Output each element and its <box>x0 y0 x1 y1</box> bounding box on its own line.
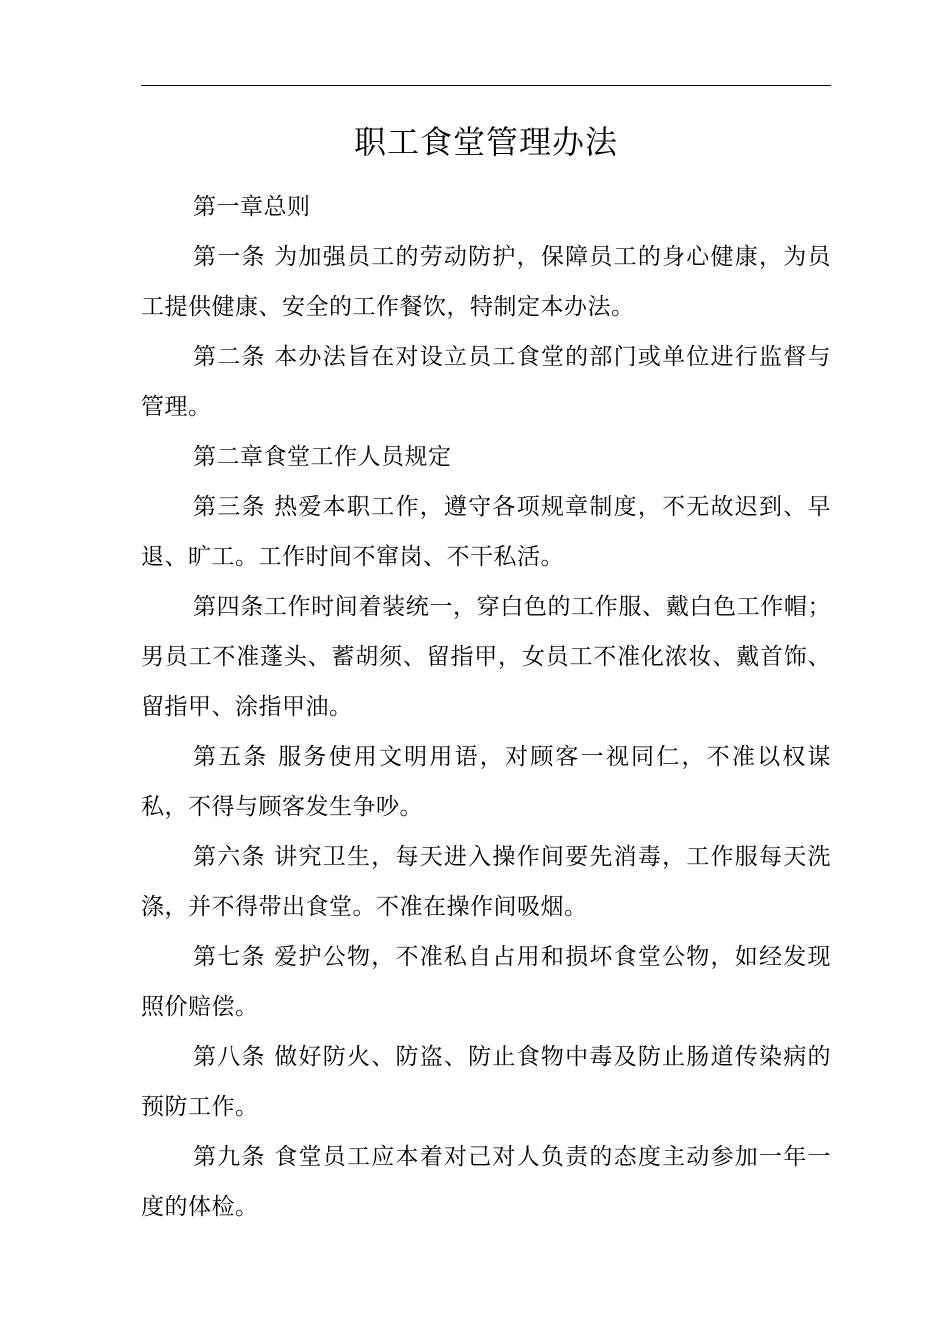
article-5: 第五条 服务使用文明用语，对顾客一视同仁，不准以权谋私，不得与顾客发生争吵。 <box>141 744 831 820</box>
article-6: 第六条 讲究卫生，每天进入操作间要先消毒，工作服每天洗涤，并不得带出食堂。不准在操作间吸烟。 <box>141 844 831 920</box>
article-9: 第九条 食堂员工应本着对己对人负责的态度主动参加一年一度的体检。 <box>141 1144 831 1220</box>
chapter-heading-1: 第一章总则 <box>193 194 311 220</box>
article-2: 第二条 本办法旨在对设立员工食堂的部门或单位进行监督与管理。 <box>141 344 831 420</box>
header-rule <box>141 85 831 86</box>
document-title: 职工食堂管理办法 <box>353 123 618 161</box>
article-8: 第八条 做好防火、防盗、防止食物中毒及防止肠道传染病的预防工作。 <box>141 1044 831 1120</box>
article-7: 第七条 爱护公物，不准私自占用和损坏食堂公物，如经发现照价赔偿。 <box>141 944 831 1020</box>
document-body <box>141 182 831 1232</box>
article-4: 第四条工作时间着装统一，穿白色的工作服、戴白色工作帽；男员工不准蓬头、蓄胡须、留指甲，女员工不准化浓妆、戴首饰、留指甲、涂指甲油。 <box>141 594 831 720</box>
chapter-heading-2: 第二章食堂工作人员规定 <box>193 444 452 470</box>
article-3: 第三条 热爱本职工作，遵守各项规章制度，不无故迟到、早退、旷工。工作时间不窜岗、不干私活。 <box>141 494 831 570</box>
article-1: 第一条 为加强员工的劳动防护，保障员工的身心健康，为员工提供健康、安全的工作餐饮，特制定本办法。 <box>141 244 831 320</box>
